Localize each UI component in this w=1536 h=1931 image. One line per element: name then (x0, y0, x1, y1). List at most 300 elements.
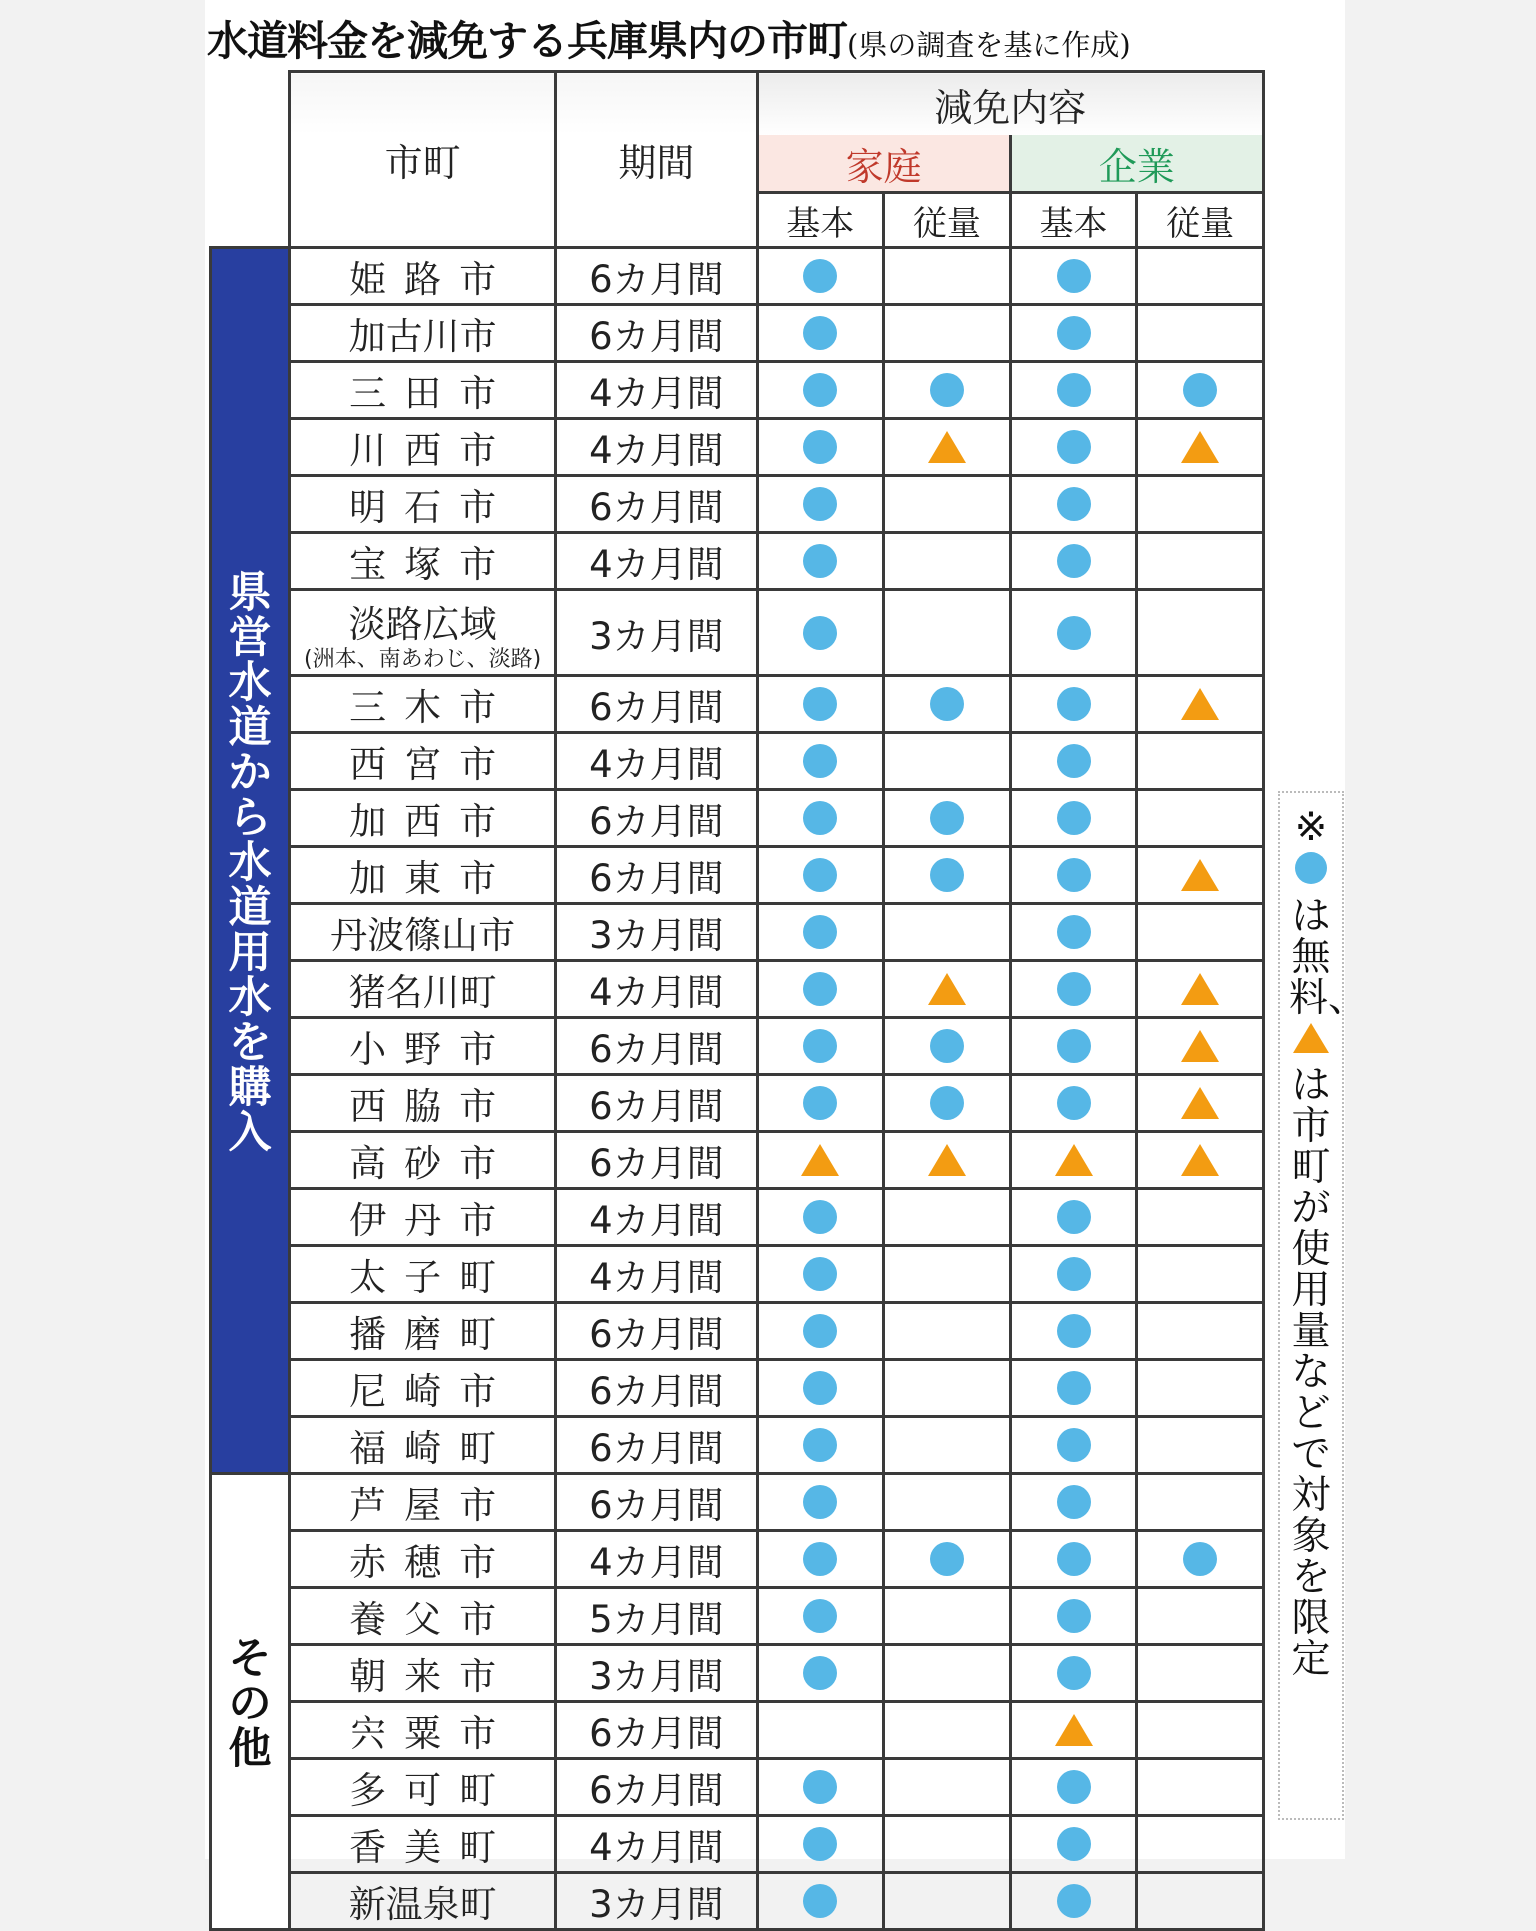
table-row (211, 1246, 1264, 1303)
business-basic-cell (1010, 904, 1137, 961)
home-volume-cell (884, 1417, 1011, 1474)
home-volume-cell (884, 1360, 1011, 1417)
table-header (211, 72, 1264, 248)
table-row (211, 305, 1264, 362)
business-volume-cell (1137, 1246, 1264, 1303)
business-basic-cell (1010, 733, 1137, 790)
city-name-cell (290, 1189, 556, 1246)
business-basic-cell (1010, 476, 1137, 533)
business-volume-cell (1137, 1360, 1264, 1417)
circle-icon (930, 1029, 964, 1063)
circle-icon (803, 1884, 837, 1918)
circle-icon (930, 687, 964, 721)
home-volume-cell (884, 961, 1011, 1018)
business-volume-cell (1137, 476, 1264, 533)
home-basic-cell (757, 1645, 884, 1702)
home-basic-cell (757, 1246, 884, 1303)
city-note: (洲本、南あわじ、淡路) (304, 646, 542, 672)
city-name-cell (290, 904, 556, 961)
city-name: 川西市 (349, 429, 515, 472)
business-volume-cell (1137, 1588, 1264, 1645)
business-basic-cell (1010, 1303, 1137, 1360)
table-row (211, 1873, 1264, 1930)
city-name-cell (290, 961, 556, 1018)
city-name-cell (290, 1873, 556, 1930)
period-cell: 3カ月間 (556, 904, 757, 961)
home-volume-cell (884, 1816, 1011, 1873)
circle-icon (1057, 373, 1091, 407)
period-cell: 4カ月間 (556, 533, 757, 590)
period-cell: 4カ月間 (556, 733, 757, 790)
triangle-icon (1181, 1144, 1219, 1176)
table-row (211, 904, 1264, 961)
home-volume-cell (884, 1132, 1011, 1189)
city-name-cell (290, 733, 556, 790)
table-row (211, 1702, 1264, 1759)
home-volume-cell (884, 248, 1011, 305)
business-basic-cell (1010, 1018, 1137, 1075)
table-row (211, 1645, 1264, 1702)
table-row (211, 1303, 1264, 1360)
circle-icon (1057, 430, 1091, 464)
header-home-volume: 従量 (884, 193, 1011, 248)
city-name-cell (290, 1417, 556, 1474)
city-name-cell (290, 1759, 556, 1816)
city-name-cell (290, 590, 556, 676)
business-volume-cell (1137, 1417, 1264, 1474)
table-row (211, 533, 1264, 590)
business-basic-cell (1010, 1645, 1137, 1702)
home-basic-cell (757, 1189, 884, 1246)
business-volume-cell (1137, 1018, 1264, 1075)
circle-icon (803, 487, 837, 521)
home-volume-cell (884, 1531, 1011, 1588)
business-volume-cell (1137, 1531, 1264, 1588)
table-row (211, 362, 1264, 419)
home-basic-cell (757, 1588, 884, 1645)
business-volume-cell (1137, 362, 1264, 419)
city-name: 明石市 (349, 486, 515, 529)
circle-icon (930, 801, 964, 835)
city-name: 赤穂市 (349, 1541, 515, 1584)
circle-icon (1057, 744, 1091, 778)
table-row (211, 1189, 1264, 1246)
city-name-cell (290, 1531, 556, 1588)
triangle-icon (1293, 1023, 1329, 1053)
home-basic-cell (757, 1303, 884, 1360)
home-basic-cell (757, 305, 884, 362)
circle-icon (803, 259, 837, 293)
business-volume-cell (1137, 1816, 1264, 1873)
home-basic-cell (757, 1132, 884, 1189)
business-volume-cell (1137, 533, 1264, 590)
period-cell: 6カ月間 (556, 1303, 757, 1360)
city-name-cell (290, 1075, 556, 1132)
home-volume-cell (884, 1018, 1011, 1075)
table-row (211, 476, 1264, 533)
reduction-table (209, 70, 1265, 1931)
business-basic-cell (1010, 533, 1137, 590)
circle-icon (1057, 915, 1091, 949)
circle-icon (1057, 1029, 1091, 1063)
circle-icon (1057, 1827, 1091, 1861)
business-basic-cell (1010, 590, 1137, 676)
city-name: 西脇市 (349, 1085, 515, 1128)
circle-icon (1057, 801, 1091, 835)
circle-icon (803, 1485, 837, 1519)
header-corner (211, 72, 290, 248)
home-volume-cell (884, 733, 1011, 790)
header-home-basic: 基本 (757, 193, 884, 248)
city-name: 朝来市 (349, 1655, 515, 1698)
business-volume-cell (1137, 590, 1264, 676)
city-name-cell (290, 1018, 556, 1075)
city-name: 養父市 (349, 1598, 515, 1641)
home-basic-cell (757, 847, 884, 904)
business-basic-cell (1010, 1360, 1137, 1417)
home-volume-cell (884, 419, 1011, 476)
business-volume-cell (1137, 1303, 1264, 1360)
business-volume-cell (1137, 248, 1264, 305)
period-cell: 4カ月間 (556, 1246, 757, 1303)
business-volume-cell (1137, 419, 1264, 476)
home-basic-cell (757, 1702, 884, 1759)
business-volume-cell (1137, 676, 1264, 733)
circle-icon (803, 1200, 837, 1234)
business-basic-cell (1010, 362, 1137, 419)
business-basic-cell (1010, 248, 1137, 305)
circle-icon (1057, 972, 1091, 1006)
business-basic-cell (1010, 305, 1137, 362)
table-row (211, 1588, 1264, 1645)
business-volume-cell (1137, 733, 1264, 790)
home-volume-cell (884, 1588, 1011, 1645)
period-cell: 6カ月間 (556, 1132, 757, 1189)
city-name-cell (290, 1645, 556, 1702)
home-volume-cell (884, 305, 1011, 362)
circle-icon (1183, 1542, 1217, 1576)
legend-footnote (1278, 791, 1368, 1820)
home-volume-cell (884, 847, 1011, 904)
triangle-icon (1181, 1087, 1219, 1119)
circle-icon (1057, 616, 1091, 650)
home-volume-cell (884, 590, 1011, 676)
city-name: 加西市 (349, 800, 515, 843)
city-name-cell (290, 1303, 556, 1360)
home-basic-cell (757, 1075, 884, 1132)
period-cell: 3カ月間 (556, 590, 757, 676)
period-cell: 6カ月間 (556, 790, 757, 847)
home-volume-cell (884, 676, 1011, 733)
home-basic-cell (757, 362, 884, 419)
table-row (211, 1531, 1264, 1588)
circle-icon (803, 1029, 837, 1063)
circle-icon (930, 1086, 964, 1120)
circle-icon (803, 430, 837, 464)
city-name: 多可町 (349, 1769, 515, 1812)
table-row (211, 1474, 1264, 1531)
home-volume-cell (884, 1075, 1011, 1132)
group-other (211, 1474, 290, 1930)
home-basic-cell (757, 248, 884, 305)
circle-icon (1183, 373, 1217, 407)
home-volume-cell (884, 362, 1011, 419)
city-name-cell (290, 533, 556, 590)
circle-icon (803, 616, 837, 650)
home-basic-cell (757, 1360, 884, 1417)
circle-icon (930, 373, 964, 407)
home-volume-cell (884, 904, 1011, 961)
business-basic-cell (1010, 790, 1137, 847)
city-name: 加古川市 (348, 315, 497, 358)
business-volume-cell (1137, 1189, 1264, 1246)
business-volume-cell (1137, 1702, 1264, 1759)
period-cell: 4カ月間 (556, 1189, 757, 1246)
table-row (211, 847, 1264, 904)
business-volume-cell (1137, 1759, 1264, 1816)
city-name: 福崎町 (349, 1427, 515, 1470)
home-basic-cell (757, 419, 884, 476)
header-period: 期間 (556, 72, 757, 248)
period-cell: 6カ月間 (556, 1018, 757, 1075)
period-cell: 6カ月間 (556, 847, 757, 904)
title-source: (県の調査を基に作成) (847, 28, 1131, 62)
period-cell: 6カ月間 (556, 305, 757, 362)
circle-icon (1057, 1770, 1091, 1804)
circle-icon (803, 801, 837, 835)
city-name-cell (290, 419, 556, 476)
circle-icon (803, 972, 837, 1006)
circle-icon (1057, 1371, 1091, 1405)
home-volume-cell (884, 1189, 1011, 1246)
home-volume-cell (884, 476, 1011, 533)
home-basic-cell (757, 733, 884, 790)
circle-icon (1057, 487, 1091, 521)
circle-icon (803, 1827, 837, 1861)
business-volume-cell (1137, 1132, 1264, 1189)
circle-icon (803, 1314, 837, 1348)
header-home: 家庭 (757, 135, 1010, 193)
city-name: 淡路広域 (348, 602, 497, 646)
circle-icon (1295, 852, 1327, 884)
circle-icon (803, 1086, 837, 1120)
circle-icon (803, 915, 837, 949)
city-name: 新温泉町 (348, 1883, 497, 1926)
circle-icon (803, 316, 837, 350)
circle-icon (803, 1257, 837, 1291)
figure-title (207, 8, 1347, 65)
triangle-icon (928, 431, 966, 463)
business-basic-cell (1010, 847, 1137, 904)
business-volume-cell (1137, 305, 1264, 362)
business-volume-cell (1137, 961, 1264, 1018)
period-cell: 6カ月間 (556, 1360, 757, 1417)
city-name-cell (290, 476, 556, 533)
circle-icon (1057, 1599, 1091, 1633)
period-cell: 4カ月間 (556, 362, 757, 419)
circle-icon (1057, 544, 1091, 578)
business-basic-cell (1010, 676, 1137, 733)
table-row (211, 790, 1264, 847)
home-volume-cell (884, 1873, 1011, 1930)
city-name: 丹波篠山市 (330, 914, 516, 957)
business-basic-cell (1010, 1075, 1137, 1132)
home-volume-cell (884, 790, 1011, 847)
triangle-icon (1055, 1714, 1093, 1746)
city-name-cell (290, 847, 556, 904)
city-name: 太子町 (349, 1256, 515, 1299)
home-basic-cell (757, 1759, 884, 1816)
city-name-cell (290, 676, 556, 733)
period-cell: 6カ月間 (556, 1474, 757, 1531)
city-name-cell (290, 790, 556, 847)
city-name-cell (290, 1360, 556, 1417)
header-business-volume: 従量 (1137, 193, 1264, 248)
home-basic-cell (757, 676, 884, 733)
city-name: 播磨町 (349, 1313, 515, 1356)
header-business: 企業 (1010, 135, 1263, 193)
header-reduction-content: 減免内容 (757, 72, 1264, 136)
period-cell: 4カ月間 (556, 419, 757, 476)
circle-icon (803, 1428, 837, 1462)
table-row (211, 1759, 1264, 1816)
table-row (211, 590, 1264, 676)
period-cell: 6カ月間 (556, 1759, 757, 1816)
city-name: 姫路市 (349, 258, 515, 301)
business-basic-cell (1010, 1417, 1137, 1474)
home-volume-cell (884, 1759, 1011, 1816)
home-volume-cell (884, 1246, 1011, 1303)
city-name-cell (290, 1588, 556, 1645)
home-basic-cell (757, 476, 884, 533)
home-basic-cell (757, 533, 884, 590)
footnote-limited-text: は市町が使用量などで対象を限定 (1291, 1063, 1331, 1682)
home-basic-cell (757, 1873, 884, 1930)
city-name-cell (290, 305, 556, 362)
triangle-icon (1181, 859, 1219, 891)
circle-icon (1057, 1200, 1091, 1234)
business-basic-cell (1010, 1246, 1137, 1303)
title-main: 水道料金を減免する兵庫県内の市町 (207, 17, 847, 65)
group-label: 県営水道から水道用水を購入 (228, 568, 272, 1158)
table-row (211, 1075, 1264, 1132)
header-city: 市町 (290, 72, 556, 248)
business-basic-cell (1010, 1474, 1137, 1531)
period-cell: 6カ月間 (556, 248, 757, 305)
home-volume-cell (884, 1645, 1011, 1702)
business-volume-cell (1137, 847, 1264, 904)
period-cell: 4カ月間 (556, 961, 757, 1018)
circle-icon (1057, 1086, 1091, 1120)
business-basic-cell (1010, 1702, 1137, 1759)
circle-icon (803, 744, 837, 778)
table-row (211, 961, 1264, 1018)
city-name-cell (290, 362, 556, 419)
business-basic-cell (1010, 1531, 1137, 1588)
business-basic-cell (1010, 1873, 1137, 1930)
city-name: 宝塚市 (349, 543, 515, 586)
period-cell: 4カ月間 (556, 1531, 757, 1588)
city-name-cell (290, 1132, 556, 1189)
table-row (211, 1816, 1264, 1873)
circle-icon (1057, 1428, 1091, 1462)
table-row (211, 248, 1264, 305)
business-basic-cell (1010, 1759, 1137, 1816)
period-cell: 6カ月間 (556, 676, 757, 733)
circle-icon (803, 373, 837, 407)
table-row (211, 1018, 1264, 1075)
period-cell: 6カ月間 (556, 1417, 757, 1474)
city-name: 西宮市 (349, 743, 515, 786)
home-volume-cell (884, 1702, 1011, 1759)
city-name-cell (290, 248, 556, 305)
home-basic-cell (757, 1417, 884, 1474)
business-basic-cell (1010, 1132, 1137, 1189)
triangle-icon (1181, 431, 1219, 463)
circle-icon (803, 1770, 837, 1804)
home-basic-cell (757, 1816, 884, 1873)
city-name: 三田市 (349, 372, 515, 415)
period-cell: 3カ月間 (556, 1645, 757, 1702)
home-volume-cell (884, 533, 1011, 590)
triangle-icon (1055, 1144, 1093, 1176)
table-row (211, 733, 1264, 790)
business-basic-cell (1010, 1189, 1137, 1246)
home-basic-cell (757, 1474, 884, 1531)
city-name: 尼崎市 (349, 1370, 515, 1413)
circle-icon (1057, 858, 1091, 892)
city-name: 加東市 (349, 857, 515, 900)
business-volume-cell (1137, 1645, 1264, 1702)
triangle-icon (1181, 973, 1219, 1005)
triangle-icon (1181, 688, 1219, 720)
city-name-cell (290, 1816, 556, 1873)
header-business-basic: 基本 (1010, 193, 1137, 248)
home-basic-cell (757, 1531, 884, 1588)
city-name-cell (290, 1474, 556, 1531)
home-volume-cell (884, 1303, 1011, 1360)
circle-icon (1057, 1884, 1091, 1918)
circle-icon (1057, 687, 1091, 721)
circle-icon (1057, 259, 1091, 293)
triangle-icon (928, 973, 966, 1005)
business-basic-cell (1010, 419, 1137, 476)
table-row (211, 1132, 1264, 1189)
circle-icon (930, 858, 964, 892)
table-row (211, 1360, 1264, 1417)
triangle-icon (928, 1144, 966, 1176)
circle-icon (803, 1599, 837, 1633)
city-name: 芦屋市 (349, 1484, 515, 1527)
period-cell: 6カ月間 (556, 1702, 757, 1759)
city-name: 香美町 (349, 1826, 515, 1869)
home-basic-cell (757, 904, 884, 961)
business-volume-cell (1137, 790, 1264, 847)
circle-icon (1057, 1656, 1091, 1690)
period-cell: 4カ月間 (556, 1816, 757, 1873)
city-name-cell (290, 1702, 556, 1759)
business-volume-cell (1137, 1873, 1264, 1930)
circle-icon (803, 687, 837, 721)
period-cell: 3カ月間 (556, 1873, 757, 1930)
period-cell: 6カ月間 (556, 1075, 757, 1132)
footnote-free-text: は無料、 (1289, 894, 1368, 1021)
circle-icon (803, 1656, 837, 1690)
period-cell: 6カ月間 (556, 476, 757, 533)
circle-icon (1057, 1257, 1091, 1291)
triangle-icon (801, 1144, 839, 1176)
triangle-icon (1181, 1030, 1219, 1062)
